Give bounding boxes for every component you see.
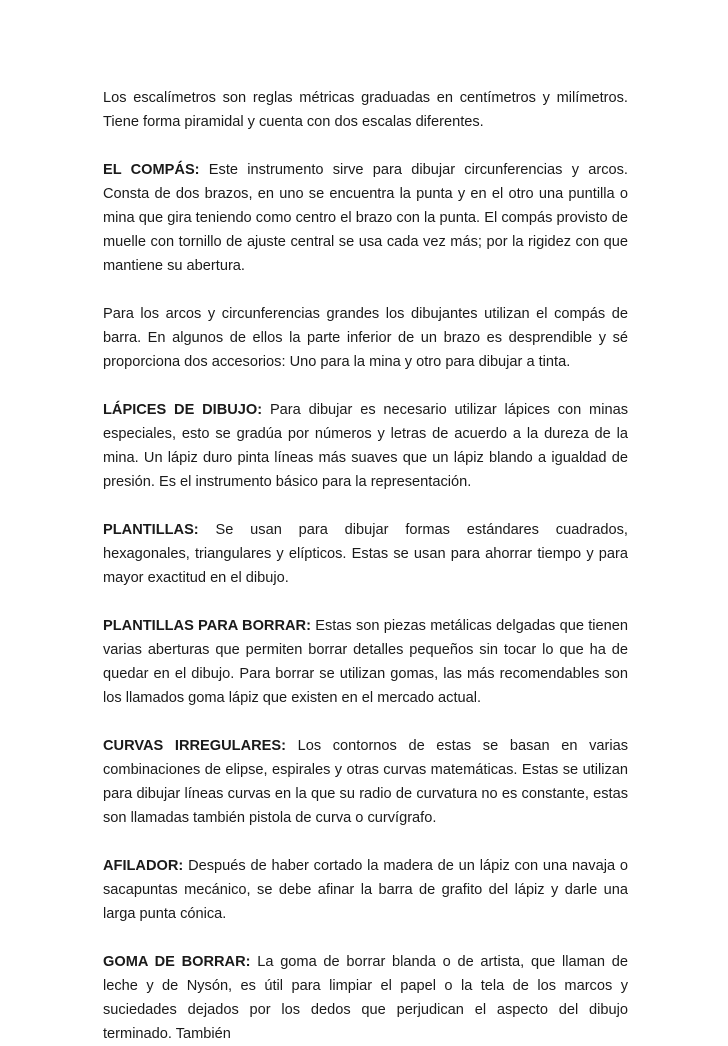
paragraph-text: Estas son piezas metálicas delgadas que tienen varias aberturas que permiten borrar detalles pequeños sin tocar lo que ha de quedar en el dibujo. Para borrar se utilizan gomas, las más recomendables son los llamados goma lápiz que existen en el mercado actual. bbox=[103, 618, 628, 706]
paragraph-term: EL COMPÁS: bbox=[103, 162, 200, 178]
paragraph-text: Este instrumento sirve para dibujar circunferencias y arcos. Consta de dos brazos, en uno se encuentra la punta y en el otro una puntilla o mina que gira teniendo como centro el brazo con la punta. El compás provisto de muelle con tornillo de ajuste central se usa cada vez más; por la rigidez con que mantiene su abertura. bbox=[103, 162, 628, 274]
paragraph-text: Para dibujar es necesario utilizar lápices con minas especiales, esto se gradúa por números y letras de acuerdo a la dureza de la mina. Un lápiz duro pinta líneas más suaves que un lápiz blando a igualdad de presión. Es el instrumento básico para la representación. bbox=[103, 402, 628, 490]
paragraph-compas-de-barra bbox=[103, 302, 628, 374]
paragraph-term: PLANTILLAS: bbox=[103, 522, 199, 538]
paragraph-text: La goma de borrar blanda o de artista, que llaman de leche y de Nysón, es útil para limpiar el papel o la tela de los marcos y suciedades dejados por los dedos que perjudican el aspecto del dibujo terminado. También bbox=[103, 954, 628, 1042]
paragraph-term: GOMA DE BORRAR: bbox=[103, 954, 251, 970]
paragraph-text: Para los arcos y circunferencias grandes los dibujantes utilizan el compás de barra. En algunos de ellos la parte inferior de un brazo es desprendible y sé proporciona dos accesorios: Uno para la mina y otro para dibujar a tinta. bbox=[103, 306, 628, 370]
paragraph-escalimetros bbox=[103, 86, 628, 134]
paragraph-text: Los contornos de estas se basan en varias combinaciones de elipse, espirales y otras curvas matemáticas. Estas se utilizan para dibujar líneas curvas en la que su radio de curvatura no es constante, estas son llamadas también pistola de curva o curvígrafo. bbox=[103, 738, 628, 826]
paragraph-term: LÁPICES DE DIBUJO: bbox=[103, 402, 263, 418]
paragraph-lapices bbox=[103, 398, 628, 494]
paragraph-afilador bbox=[103, 854, 628, 926]
paragraph-curvas bbox=[103, 734, 628, 830]
paragraph-text: Después de haber cortado la madera de un lápiz con una navaja o sacapuntas mecánico, se debe afinar la barra de grafito del lápiz y darle una larga punta cónica. bbox=[103, 858, 628, 922]
paragraph-text: Los escalímetros son reglas métricas graduadas en centímetros y milímetros. Tiene forma piramidal y cuenta con dos escalas diferentes. bbox=[103, 90, 628, 130]
paragraph-plantillas bbox=[103, 518, 628, 590]
paragraph-compas bbox=[103, 158, 628, 278]
paragraph-term: PLANTILLAS PARA BORRAR: bbox=[103, 618, 311, 634]
paragraph-term: CURVAS IRREGULARES: bbox=[103, 738, 286, 754]
paragraph-text: Se usan para dibujar formas estándares cuadrados, hexagonales, triangulares y elípticos. Estas se usan para ahorrar tiempo y para mayor exactitud en el dibujo. bbox=[103, 522, 628, 586]
paragraph-plantillas-borrar bbox=[103, 614, 628, 710]
paragraph-goma bbox=[103, 950, 628, 1046]
paragraph-term: AFILADOR: bbox=[103, 858, 184, 874]
document-page bbox=[103, 86, 628, 1046]
